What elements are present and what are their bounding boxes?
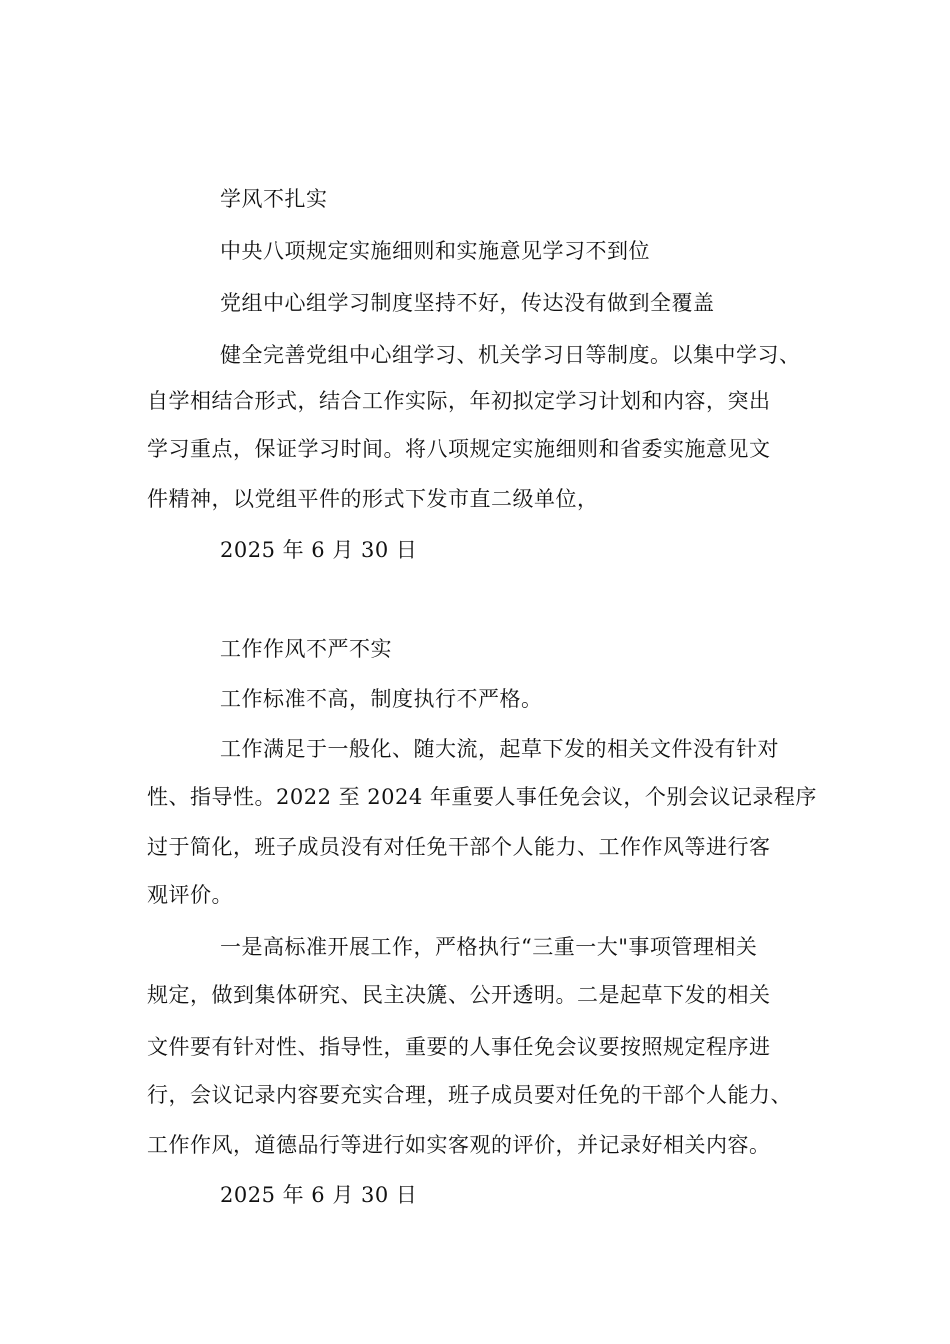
section2-measure-line: 文件要有针对性、指导性，重要的人事任免会议要按照规定程序进 [147,1035,771,1059]
section1-measure-line: 健全完善党组中心组学习、机关学习日等制度。以集中学习、 [220,343,801,367]
section2-issue: 工作标准不高，制度执行不严格。 [220,687,543,711]
section1-measure-line: 学习重点，保证学习时间。将八项规定实施细则和省委实施意见文 [147,437,771,461]
section2-detail-line: 工作满足于一般化、随大流，起草下发的相关文件没有针对 [220,737,779,761]
section2-detail-line: 观评价。 [147,883,233,907]
section2-date: 2025 年 6 月 30 日 [220,1183,418,1207]
section1-detail: 党组中心组学习制度坚持不好，传达没有做到全覆盖 [220,291,715,315]
section1-heading: 学风不扎实 [220,187,328,211]
section1-date: 2025 年 6 月 30 日 [220,538,418,562]
section2-measure-line: 规定，做到集体研究、民主决篪、公开透明。二是起草下发的相关 [147,983,771,1007]
section2-detail-line: 性、指导性。2022 至 2024 年重要人事任免会议，个别会议记录程序 [147,785,817,809]
section1-measure-line: 自学相结合形式，结合工作实际，年初拟定学习计划和内容，突出 [147,389,771,413]
section2-heading: 工作作风不严不实 [220,637,392,661]
section2-measure-line: 行，会议记录内容要充实合理，班子成员要对任免的干部个人能力、 [147,1083,792,1107]
section2-measure-line: 一是高标准开展工作，严格执行“三重一大"事项管理相关 [220,935,758,959]
section1-issue: 中央八项规定实施细则和实施意见学习不到位 [220,239,650,263]
section1-measure-line: 件精神，以党组平件的形式下发市直二级单位， [147,487,599,511]
section2-detail-line: 过于简化，班子成员没有对任免干部个人能力、工作作风等进行客 [147,835,771,859]
section2-measure-line: 工作作风，道德品行等进行如实客观的评价，并记录好相关内容。 [147,1133,771,1157]
